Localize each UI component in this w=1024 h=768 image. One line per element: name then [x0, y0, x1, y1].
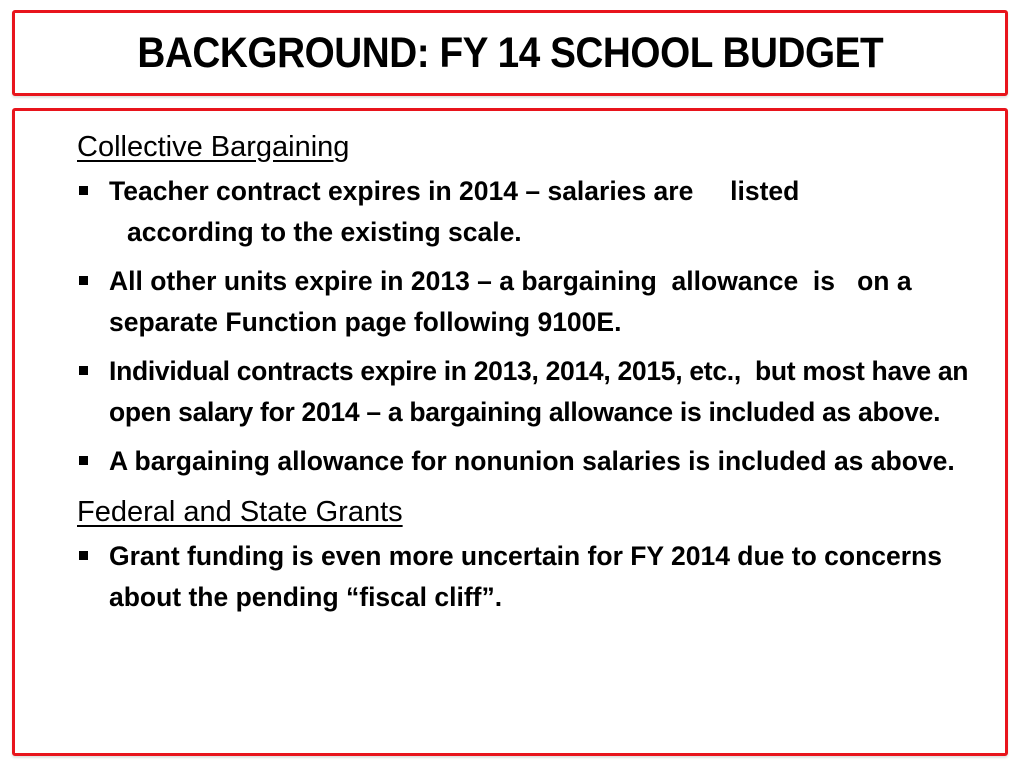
section-heading-collective-bargaining: Collective Bargaining — [77, 131, 350, 163]
bullet-text-line1: Teacher contract expires in 2014 – salaries are listed — [109, 176, 800, 206]
list-item — [77, 536, 992, 618]
square-bullet-icon — [79, 186, 88, 195]
bullet-text: Grant funding is even more uncertain for FY 2014 due to concerns about the pending “fiscal cliff”. — [109, 541, 942, 612]
bullet-text: All other units expire in 2013 – a bargaining allowance is on a separate Function page following 9100E. — [109, 266, 912, 337]
list-item — [77, 261, 992, 343]
bullet-text: A bargaining allowance for nonunion salaries is included as above. — [109, 446, 955, 476]
list-item — [77, 171, 992, 253]
slide-title: BACKGROUND: FY 14 SCHOOL BUDGET — [137, 28, 883, 77]
section-heading-federal-state-grants: Federal and State Grants — [77, 496, 403, 528]
bullet-text-line2: according to the existing scale. — [127, 217, 522, 247]
bullet-list-grants — [77, 536, 992, 618]
square-bullet-icon — [79, 276, 88, 285]
square-bullet-icon — [79, 366, 88, 375]
bullet-text: Individual contracts expire in 2013, 2014, 2015, etc., but most have an open salary for 2014 – a bargaining allowance is included as above. — [109, 356, 969, 427]
square-bullet-icon — [79, 551, 88, 560]
list-item — [77, 441, 992, 482]
slide-content — [77, 125, 992, 626]
list-item — [77, 351, 992, 433]
square-bullet-icon — [79, 456, 88, 465]
title-frame — [12, 10, 1008, 96]
bullet-list-collective-bargaining — [77, 171, 992, 482]
content-frame — [12, 108, 1008, 756]
